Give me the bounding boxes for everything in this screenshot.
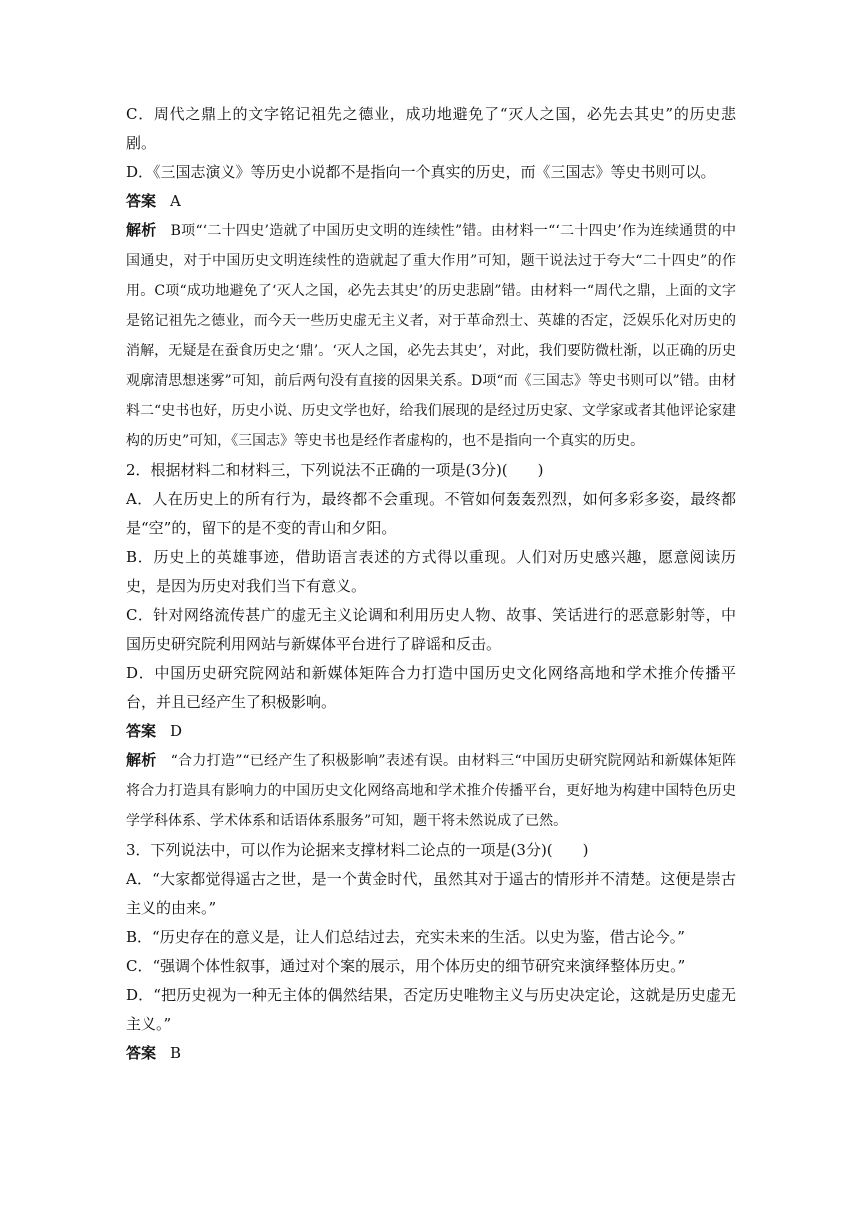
explanation-text: B项“‘二十四史’造就了中国历史文明的连续性”错。由材料一“‘二十四史’作为连续通贯的中国通史，对于中国历史文明连续性的造就起了重大作用”可知，题干说法过于夸大“二十四史”的作用。C项“成功地避免了‘灭人之国，必先去其史’的历史悲剧”错。由材料一“周代之鼎，上面的文字是铭记祖先之德业，而今天一些历史虚无主义者，对于革命烈士、英雄的否定，泛娱乐化对历史的消解，无疑是在蚕食历史之‘鼎’。‘灭人之国，必先去其史’，对此，我们要防微杜渐，以正确的历史观廓清思想迷雾”可知，前后两句没有直接的因果关系。D项“而《三国志》等史书则可以”错。由材料二“史书也好，历史小说、历史文学也好，给我们展现的是经过历史家、文学家或者其他评论家建构的历史”可知，《三国志》等史书也是经作者虚构的，也不是指向一个真实的历史。 [126,223,736,449]
answer-label: 答案 [126,1044,157,1062]
answer-label: 答案 [126,192,157,210]
q3-option-a: A．“大家都觉得遥古之世，是一个黄金时代，虽然其对于遥古的情形并不清楚。这便是崇古主义的由来。” [126,870,736,917]
q3-option-b: B．“历史存在的意义是，让人们总结过去，充实未来的生活。以史为鉴，借古论今。” [126,928,685,946]
q3-option-c: C．“强调个体性叙事，通过对个案的展示，用个体历史的细节研究来演绎整体历史。” [126,957,686,975]
q2-explanation [126,746,736,836]
q1-option-d: D．《三国志演义》等历史小说都不是指向一个真实的历史，而《三国志》等史书则可以。 [126,163,716,181]
q3-option-d: D．“把历史视为一种无主体的偶然结果，否定历史唯物主义与历史决定论，这就是历史虚无主义。” [126,986,736,1033]
q2-stem: 2．根据材料二和材料三，下列说法不正确的一项是(3分)( ) [126,461,544,479]
q2-option-a: A．人在历史上的所有行为，最终都不会重现。不管如何轰轰烈烈，如何多彩多姿，最终都是“空”的，留下的是不变的青山和夕阳。 [126,490,736,537]
q2-option-c: C．针对网络流传甚广的虚无主义论调和利用历史人物、故事、笑话进行的恶意影射等，中国历史研究院利用网站与新媒体平台进行了辟谣和反击。 [126,606,736,653]
explanation-label: 解析 [126,751,157,769]
q2-option-d: D．中国历史研究院网站和新媒体矩阵合力打造中国历史文化网络高地和学术推介传播平台，并且已经产生了积极影响。 [126,664,736,711]
q1-answer [126,187,736,216]
explanation-label: 解析 [126,221,157,239]
answer-label: 答案 [126,722,157,740]
q2-answer [126,717,736,746]
q3-stem: 3．下列说法中，可以作为论据来支撑材料二论点的一项是(3分)( ) [126,841,589,859]
document-page [126,100,736,1068]
answer-value: A [170,192,181,210]
q2-option-b: B．历史上的英雄事迹，借助语言表述的方式得以重现。人们对历史感兴趣，愿意阅读历史，是因为历史对我们当下有意义。 [126,548,736,595]
q1-option-c: C．周代之鼎上的文字铭记祖先之德业，成功地避免了“灭人之国，必先去其史”的历史悲剧。 [126,105,736,152]
q3-answer [126,1039,736,1068]
answer-value: B [170,1044,182,1062]
answer-value: D [170,722,183,740]
explanation-text: “合力打造”“已经产生了积极影响”表述有误。由材料三“中国历史研究院网站和新媒体矩阵将合力打造具有影响力的中国历史文化网络高地和学术推介传播平台，更好地为构建中国特色历史学学科体系、学术体系和话语体系服务”可知，题干将未然说成了已然。 [126,753,736,829]
q1-explanation [126,216,736,456]
